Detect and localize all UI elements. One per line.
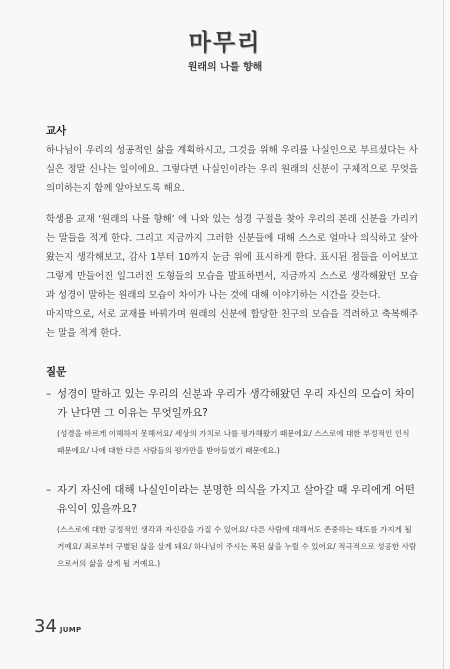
page-subtitle: 원래의 나를 향해 [187, 62, 263, 73]
questions-heading: 질문 [46, 366, 67, 378]
teacher-paragraph-2: 학생용 교재 ‘원래의 나를 향해’ 에 나와 있는 성경 구절을 찾아 우리의 본래 신분을 가리키는 말들을 적게 한다. 그리고 지금까지 그러한 신분들에 대해 스스로 얼마나 의식하고 살아왔는지 생각해보고, 감사 1부터 10까지 눈금 위에 표시하게 한다. 표시된 점들을 이어보고 그렇게 만들어진 일그러진 도형들의 모습을 발표하면서, 지금까지 스스로 생각해왔던 모습과 성경이 말하는 원래의 모습이 차이가 나는 것에 대해 이야기하는 시간을 갖는다. [46, 214, 418, 301]
teacher-paragraph-1: 하나님이 우리의 성공적인 삶을 계획하시고, 그것을 위해 우리를 나실인으로 부르셨다는 사실은 정말 신나는 일이에요. 그렇다면 나실인이라는 우리 원래의 신분이 구체적으로 무엇을 의미하는지 함께 알아보도록 해요. [46, 145, 418, 194]
teacher-section [46, 124, 418, 343]
answer-text-1: (성경을 바르게 이해하지 못해서요/ 세상의 가치로 나를 평가해왔기 때문에요/ 스스로에 대한 부정적인 인식 때문에요/ 나에 대한 다른 사람들의 평가만을 받아들였기 때문에요.) [57, 429, 410, 455]
answer-text-2: (스스로에 대한 긍정적인 생각과 자신감을 가질 수 있어요/ 다른 사람에 대해서도 존중하는 태도를 가지게 될 거예요/ 죄로부터 구별된 삶을 살게 돼요/ 하나님이 주시는 복된 삶을 누릴 수 있어요/ 적극적으로 성공한 사람으로서의 삶을 살게 될 거예요.) [57, 525, 417, 568]
question-item-2 [46, 481, 418, 572]
page-title: 마무리 [188, 30, 262, 56]
question-dash: – [46, 388, 52, 400]
main-content [46, 124, 418, 572]
teacher-paragraph-3: 마지막으로, 서로 교재를 바꿔가며 원래의 신분에 합당한 친구의 모습을 격려하고 축복해주는 말을 적게 한다. [46, 309, 418, 339]
page-footer [34, 617, 82, 637]
question-dash: – [46, 484, 52, 496]
teacher-heading: 교사 [46, 125, 67, 137]
page-brand: JUMP [59, 626, 82, 634]
question-item-1 [46, 385, 418, 459]
page-number: 34 [34, 616, 57, 637]
page-header [0, 30, 450, 74]
questions-section [46, 365, 418, 572]
page-edge-rule [443, 0, 444, 669]
question-text-1: 성경이 말하고 있는 우리의 신분과 우리가 생각해왔던 우리 자신의 모습이 차이가 난다면 그 이유는 무엇일까요? [57, 388, 415, 419]
question-text-2: 자기 자신에 대해 나실인이라는 분명한 의식을 가지고 살아갈 때 우리에게 어떤 유익이 있을까요? [57, 484, 415, 515]
